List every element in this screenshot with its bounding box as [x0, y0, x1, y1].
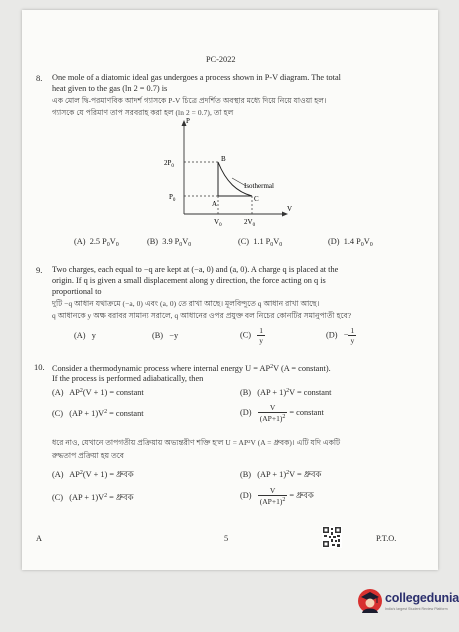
q10-option-b-bn[interactable]: (B) (AP + 1)$^2$V = ধ্রুবক	[240, 470, 322, 479]
exam-page	[22, 10, 438, 570]
q10-option-a[interactable]: (A) $AP^2(V + 1)$ = constant	[52, 388, 144, 397]
q8-text-en-2: heat given to the gas (ln 2 = 0.7) is	[52, 84, 168, 93]
v-axis-label: V	[287, 205, 293, 213]
q10-option-c-bn[interactable]: (C) $(AP + 1)V^2$ = ধ্রুবক	[52, 493, 134, 502]
tick-p0: $P_0$	[169, 193, 176, 203]
q8-option-d[interactable]: (D) 1.4 $P_0V_0$	[328, 237, 373, 248]
q9-text-en-1: Two charges, each equal to −q are kept at (−a, 0) and (a, 0). A charge q is placed at the	[52, 265, 339, 274]
isothermal-label: Isothermal	[244, 182, 274, 190]
q9-text-en-2: origin. If q is given a small displacement along y direction, the force acting on q is	[52, 276, 326, 285]
q8-text-bn-2: গ্যাসকে যে পরিমাণ তাপ সরবরাহ করা হল (ln 2 = 0.7), তা হল	[52, 108, 234, 117]
footer-pto: P.T.O.	[376, 534, 397, 543]
qr-code-icon	[322, 526, 342, 548]
q10-number: 10.	[34, 362, 45, 372]
footer-page-number: 5	[224, 534, 229, 543]
q10-option-d-bn[interactable]: (D) $\frac{V}{(AP+1)^2}$ = ধ্রুবক	[240, 486, 314, 506]
q10-text-bn-1: ধরে নাও, যেখানে তাপগতীয় প্রক্রিয়ায় অভ্যন্তরীণ শক্তি হ'ল U = AP²V (A = ধ্রুবক)। এটি যদি একটি	[52, 438, 341, 447]
point-b-label: B	[221, 155, 226, 163]
brand-tagline: India's largest Student Review Platform	[385, 607, 448, 611]
collegedunia-brand[interactable]	[357, 584, 459, 620]
brand-name: collegedunia	[385, 591, 459, 605]
q10-option-a-bn[interactable]: (A) $AP^2(V + 1)$ = ধ্রুবক	[52, 470, 134, 479]
q9-text-bn-1: দুটি −q আধান যথাক্রমে (−a, 0) এবং (a, 0) তে রাখা আছে। মূলবিন্দুতে q আধান রাখা আছে।	[52, 299, 320, 308]
q9-number: 9.	[36, 265, 43, 275]
q9-option-d[interactable]: (D) − $\frac{1}{y}$	[326, 326, 355, 345]
paper-code: PC-2022	[206, 55, 236, 64]
q10-text-en-2: If the process is performed adiabatically, then	[52, 374, 204, 383]
q8-number: 8.	[36, 73, 43, 83]
isothermal-curve	[218, 162, 252, 196]
tick-2p0: $2P_0$	[164, 159, 174, 169]
q9-text-bn-2: q আধানকে y অক্ষ বরাবর সামান্য সরালে, q আধানের ওপর প্রযুক্ত বল নিচের কোনটির সমানুপাতী হবে?	[52, 311, 352, 320]
q8-text-en-1: One mole of a diatomic ideal gas undergoes a process shown in P-V diagram. The total	[52, 73, 341, 82]
q8-option-c[interactable]: (C) 1.1 $P_0V_0$	[238, 237, 283, 248]
pv-diagram	[142, 114, 302, 228]
q9-text-en-3: proportional to	[52, 287, 102, 296]
tick-2v0: $2V_0$	[244, 218, 256, 228]
tick-v0: $V_0$	[214, 218, 222, 228]
q9-option-c[interactable]: (C) $\frac{1}{y}$	[240, 326, 264, 345]
footer-booklet-code: A	[36, 534, 42, 543]
point-c-label: C	[254, 195, 259, 203]
q10-text-bn-2: রুদ্ধতাপ প্রক্রিয়া হয় তবে	[52, 451, 124, 460]
q8-text-bn-1: এক মোল দ্বি-পরমাণবিক আদর্শ গ্যাসকে P-V চিত্রে প্রদর্শিত অবস্থার মধ্যে দিয়ে নিয়ে যাওয়া হল।	[52, 96, 327, 105]
q8-option-a[interactable]: (A) 2.5 $P_0V_0$	[74, 237, 119, 248]
q9-option-b[interactable]: (B) −y	[152, 331, 179, 340]
graduate-logo-icon	[357, 587, 383, 615]
q10-option-c[interactable]: (C) $(AP + 1)V^2$ = constant	[52, 409, 144, 418]
q9-option-a[interactable]: (A) y	[74, 331, 96, 340]
p-axis-label: P	[186, 117, 190, 125]
q10-option-b[interactable]: (B) (AP + 1)$^2$V = constant	[240, 388, 332, 397]
q10-option-d[interactable]: (D) $\frac{V}{(AP+1)^2}$ = constant	[240, 403, 324, 423]
q8-option-b[interactable]: (B) 3.9 $P_0V_0$	[147, 237, 192, 248]
q10-text-en-1: Consider a thermodynamic process where internal energy $U = AP^2V$ (A = constant).	[52, 364, 331, 373]
point-a-label: A	[212, 200, 218, 208]
